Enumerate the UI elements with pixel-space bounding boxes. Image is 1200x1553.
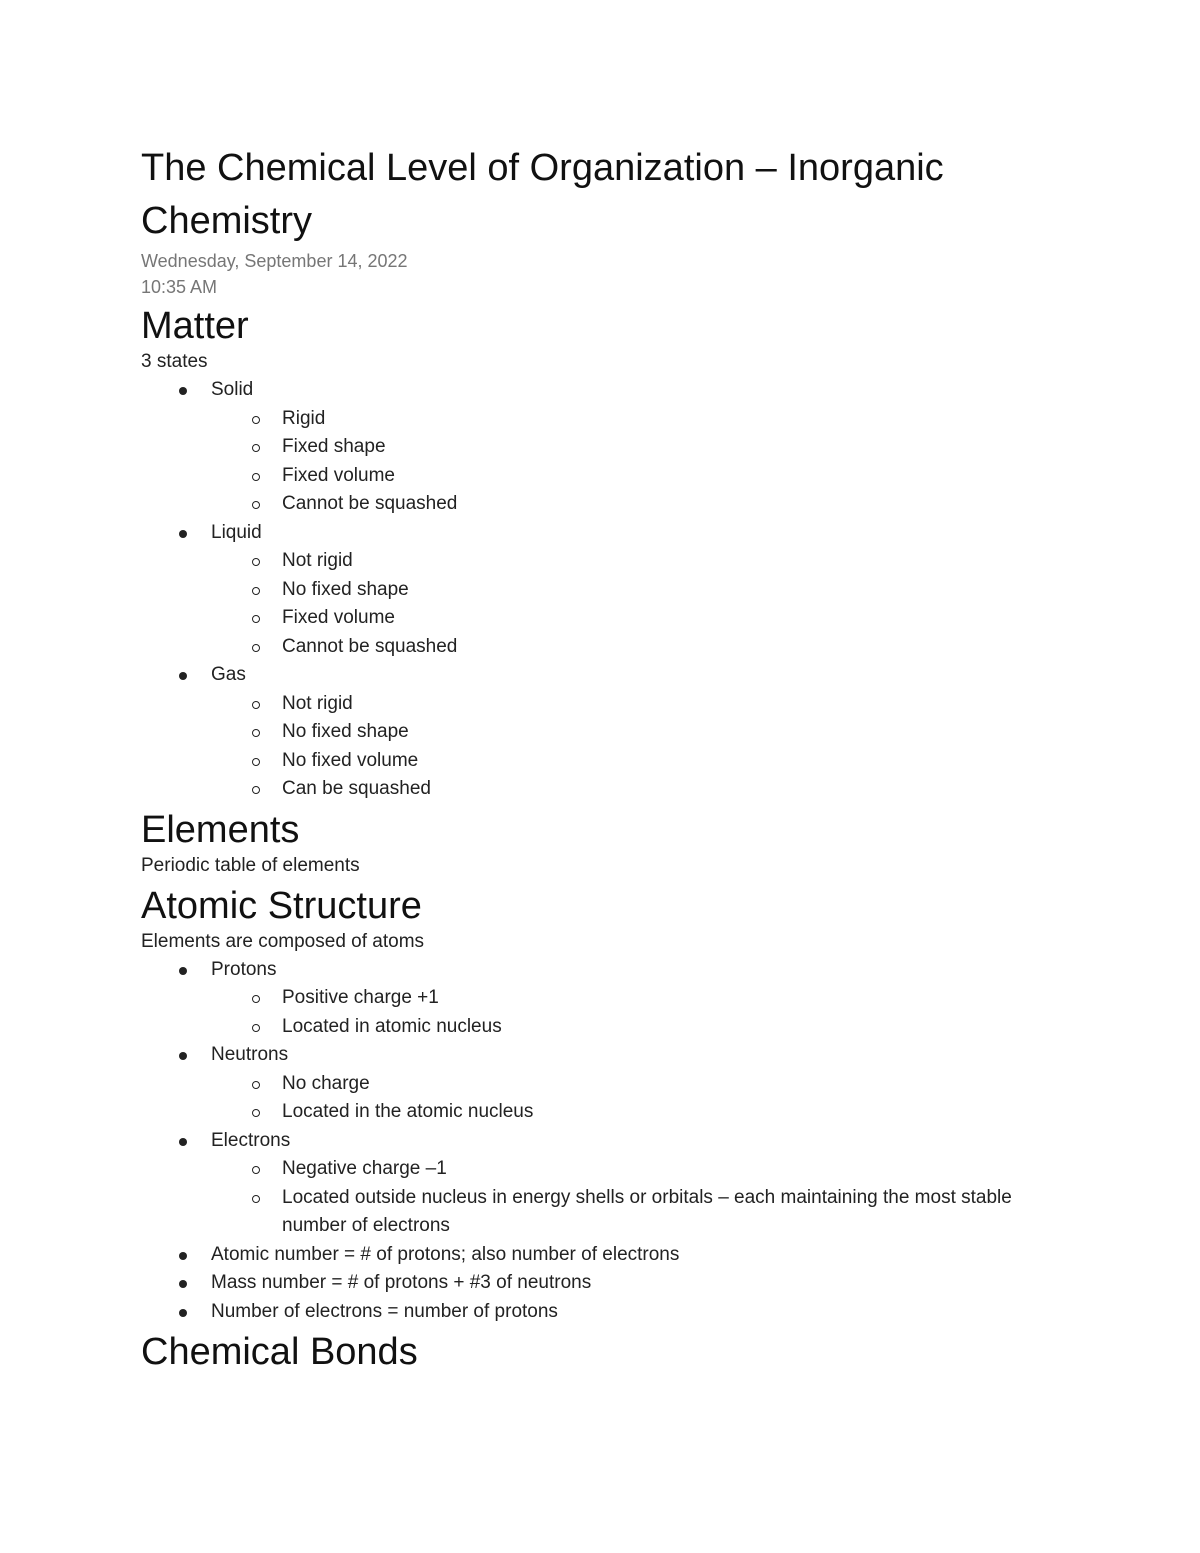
list-item-text: Cannot be squashed — [282, 493, 458, 514]
hollow-bullet-icon — [252, 758, 260, 766]
list-item — [211, 490, 1081, 519]
list-item-text: Can be squashed — [282, 778, 431, 799]
list-item-text: Located outside nucleus in energy shells or orbitals – each maintaining the most stable number of electrons — [282, 1186, 1012, 1236]
list-item — [211, 775, 1081, 804]
bullet-icon — [179, 672, 187, 680]
hollow-bullet-icon — [252, 995, 260, 1003]
list-item-label: Electrons — [211, 1129, 291, 1151]
list-item — [211, 433, 1081, 462]
list-item — [211, 1070, 1081, 1099]
hollow-bullet-icon — [252, 1195, 260, 1203]
elements-intro: Periodic table of elements — [141, 854, 360, 876]
list-item-text: Cannot be squashed — [282, 635, 458, 657]
bullet-icon — [179, 967, 187, 975]
list-item-text: Positive charge +1 — [282, 987, 439, 1008]
list-item — [211, 1184, 1081, 1241]
list-item — [141, 376, 1081, 519]
list-item — [211, 547, 1081, 576]
list-item — [211, 576, 1081, 605]
hollow-bullet-icon — [252, 416, 260, 424]
hollow-bullet-icon — [252, 729, 260, 737]
matter-intro: 3 states — [141, 351, 208, 372]
list-item-text: Fixed volume — [282, 464, 395, 486]
hollow-bullet-icon — [252, 701, 260, 709]
sublist — [211, 405, 1081, 519]
list-item — [211, 984, 1081, 1013]
states-list — [141, 376, 1081, 804]
hollow-bullet-icon — [252, 1109, 260, 1117]
hollow-bullet-icon — [252, 1024, 260, 1032]
list-item-text: Mass number = # of protons + #3 of neutrons — [211, 1272, 592, 1293]
hollow-bullet-icon — [252, 444, 260, 452]
list-item-label: Solid — [211, 379, 254, 400]
page-title: The Chemical Level of Organization – Inorganic Chemistry — [141, 147, 944, 242]
list-item-text: Not rigid — [282, 692, 353, 714]
list-item — [211, 405, 1081, 434]
list-item — [211, 1013, 1081, 1042]
note-time: 10:35 AM — [141, 277, 218, 297]
list-item-text: Not rigid — [282, 550, 353, 571]
bullet-icon — [179, 1252, 187, 1260]
list-item-text: No fixed shape — [282, 721, 409, 742]
list-item — [141, 519, 1081, 662]
list-item-text: Fixed shape — [282, 436, 386, 457]
hollow-bullet-icon — [252, 1081, 260, 1089]
particles-list — [141, 956, 1081, 1327]
section-heading-chemical-bonds: Chemical Bonds — [141, 1331, 418, 1373]
list-item — [141, 1298, 1081, 1327]
sublist — [211, 1070, 1081, 1127]
list-item-text: Atomic number = # of protons; also number of electrons — [211, 1243, 680, 1265]
bullet-icon — [179, 1138, 187, 1146]
list-item-text: Number of electrons = number of protons — [211, 1300, 558, 1322]
list-item-text: Rigid — [282, 407, 326, 429]
sublist — [211, 1155, 1081, 1241]
list-item-label: Gas — [211, 664, 246, 685]
note-page — [141, 142, 1081, 1374]
list-item — [141, 1241, 1081, 1270]
note-date: Wednesday, September 14, 2022 — [141, 251, 408, 271]
list-item — [211, 747, 1081, 776]
hollow-bullet-icon — [252, 558, 260, 566]
list-item — [211, 604, 1081, 633]
hollow-bullet-icon — [252, 473, 260, 481]
list-item-text: Located in the atomic nucleus — [282, 1101, 534, 1122]
list-item-text: Located in atomic nucleus — [282, 1015, 502, 1037]
hollow-bullet-icon — [252, 587, 260, 595]
list-item — [211, 690, 1081, 719]
list-item-label: Neutrons — [211, 1044, 289, 1065]
list-item-label: Protons — [211, 958, 277, 980]
list-item-text: Negative charge –1 — [282, 1158, 447, 1179]
sublist — [211, 984, 1081, 1041]
list-item — [141, 1041, 1081, 1127]
list-item — [211, 462, 1081, 491]
bullet-icon — [179, 1052, 187, 1060]
sublist — [211, 547, 1081, 661]
list-item — [211, 1098, 1081, 1127]
list-item — [141, 1269, 1081, 1298]
hollow-bullet-icon — [252, 644, 260, 652]
list-item — [211, 718, 1081, 747]
section-heading-matter: Matter — [141, 305, 249, 347]
bullet-icon — [179, 1280, 187, 1288]
list-item-text: No fixed volume — [282, 749, 419, 771]
hollow-bullet-icon — [252, 786, 260, 794]
hollow-bullet-icon — [252, 501, 260, 509]
sublist — [211, 690, 1081, 804]
bullet-icon — [179, 1309, 187, 1317]
hollow-bullet-icon — [252, 615, 260, 623]
bullet-icon — [179, 387, 187, 395]
list-item — [211, 633, 1081, 662]
section-heading-elements: Elements — [141, 808, 300, 851]
section-heading-atomic-structure: Atomic Structure — [141, 884, 422, 927]
list-item — [141, 1127, 1081, 1241]
list-item-text: Fixed volume — [282, 607, 395, 628]
bullet-icon — [179, 530, 187, 538]
list-item-label: Liquid — [211, 521, 262, 543]
atomic-intro: Elements are composed of atoms — [141, 930, 425, 952]
list-item — [141, 661, 1081, 804]
list-item-text: No charge — [282, 1072, 370, 1094]
hollow-bullet-icon — [252, 1166, 260, 1174]
list-item — [141, 956, 1081, 1042]
list-item — [211, 1155, 1081, 1184]
list-item-text: No fixed shape — [282, 578, 409, 600]
